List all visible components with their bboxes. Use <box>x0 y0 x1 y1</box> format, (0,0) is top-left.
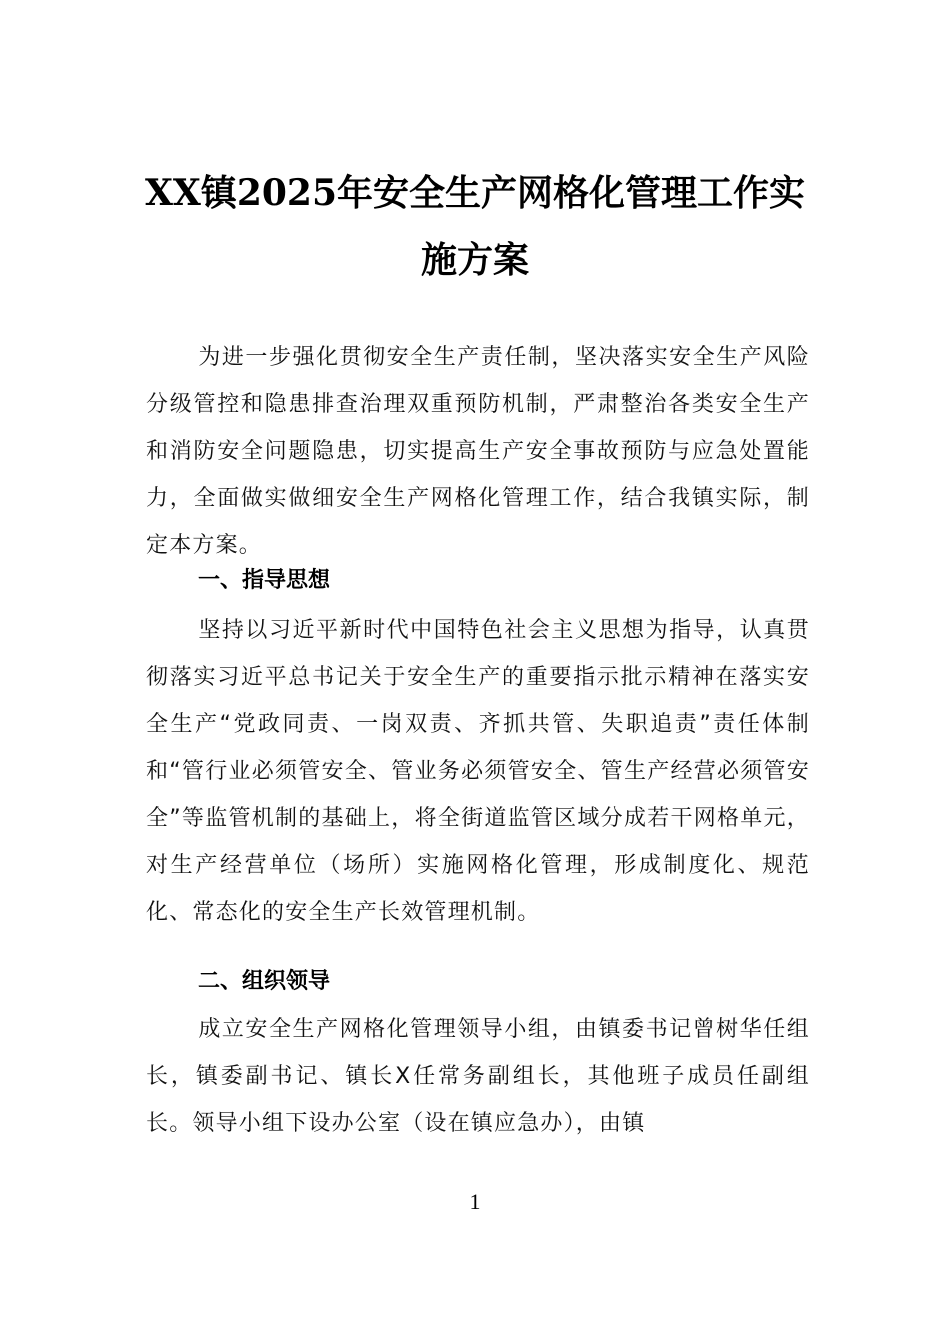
section-heading-organization: 二、组织领导 <box>198 969 331 994</box>
guiding-thought-text: 坚持以习近平新时代中国特色社会主义思想为指导，认真贯彻落实习近平总书记关于安全生产的重要指示批示精神在落实安全生产“党政同责、一岗双责、齐抓共管、失职追责”责任体制和“管行业必须管安全、管业务必须管安全、管生产经营必须管安全”等监管机制的基础上，将全街道监管区域分成若干网格单元，对生产经营单位（场所）实施网格化管理，形成制度化、规范化、常态化的安全生产长效管理机制。 <box>146 618 810 925</box>
document-title-line-1: XX镇2025年安全生产网格化管理工作实 <box>144 172 806 214</box>
page-number: 1 <box>469 1189 481 1214</box>
intro-text: 为进一步强化贯彻安全生产责任制，坚决落实安全生产风险分级管控和隐患排查治理双重预防机制，严肃整治各类安全生产和消防安全问题隐患，切实提高生产安全事故预防与应急处置能力，全面做实做细安全生产网格化管理工作，结合我镇实际，制定本方案。 <box>146 345 810 558</box>
document-title-line-2: 施方案 <box>420 239 529 281</box>
section-heading-guiding-thought: 一、指导思想 <box>198 568 331 593</box>
intro-paragraph <box>146 334 810 569</box>
organization-text: 成立安全生产网格化管理领导小组，由镇委书记曾树华任组长，镇委副书记、镇长X任常务副组长，其他班子成员任副组长。领导小组下设办公室（设在镇应急办），由镇 <box>146 1017 810 1136</box>
organization-paragraph <box>146 1006 810 1147</box>
guiding-thought-paragraph <box>146 607 810 936</box>
